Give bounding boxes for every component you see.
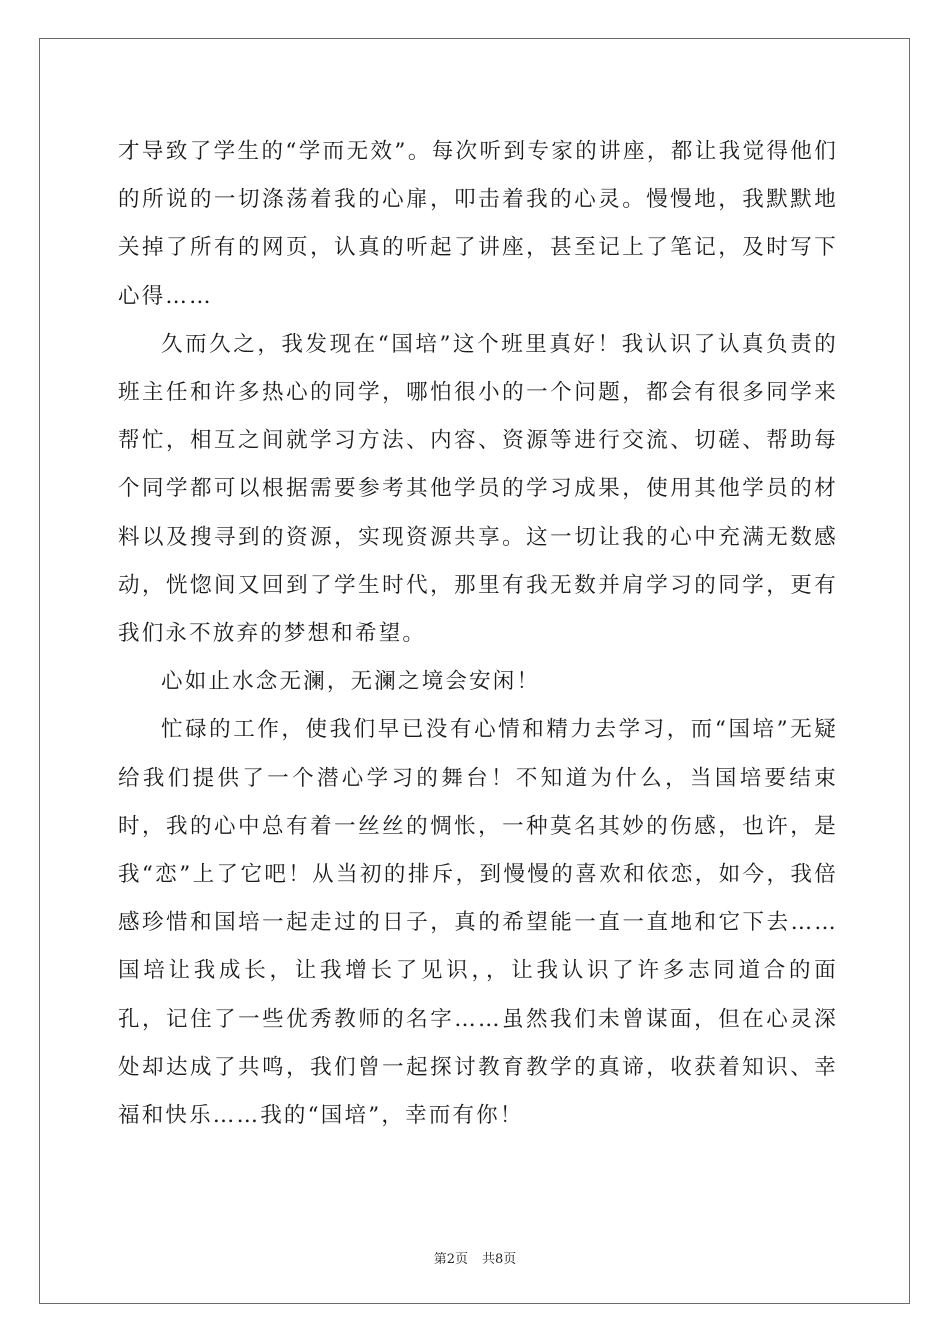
document-body bbox=[118, 128, 838, 1140]
page-footer bbox=[0, 1248, 950, 1267]
paragraph-3: 心如止水念无澜，无澜之境会安闲！ bbox=[161, 669, 541, 695]
page-total: 共8页 bbox=[482, 1252, 517, 1267]
paragraph-4: 忙碌的工作，使我们早已没有心情和精力去学习，而“国培”无疑给我们提供了一个潜心学习的舞台！不知道为什么，当国培要结束时，我的心中总有着一丝丝的惆怅，一种莫名其妙的伤感，也许，是我“恋”上了它吧！从当初的排斥，到慢慢的喜欢和依恋，如今，我倍感珍惜和国培一起走过的日子，真的希望能一直一直地和它下去……国培让我成长，让我增长了见识，，让我认识了许多志同道合的面孔，记住了一些优秀教师的名字……虽然我们未曾谋面，但在心灵深处却达成了共鸣，我们曾一起探讨教育教学的真谛，收获着知识、幸福和快乐……我的“国培”，幸而有你！ bbox=[118, 717, 838, 1129]
page-number: 第2页 bbox=[433, 1252, 468, 1267]
paragraph-1: 才导致了学生的“学而无效”。每次听到专家的讲座，都让我觉得他们的所说的一切涤荡着我的心扉，叩击着我的心灵。慢慢地，我默默地关掉了所有的网页，认真的听起了讲座，甚至记上了笔记，及时写下心得…… bbox=[118, 139, 838, 309]
paragraph-2: 久而久之，我发现在“国培”这个班里真好！我认识了认真负责的班主任和许多热心的同学，哪怕很小的一个问题，都会有很多同学来帮忙，相互之间就学习方法、内容、资源等进行交流、切磋、帮助每个同学都可以根据需要参考其他学员的学习成果，使用其他学员的材料以及搜寻到的资源，实现资源共享。这一切让我的心中充满无数感动，恍惚间又回到了学生时代，那里有我无数并肩学习的同学，更有我们永不放弃的梦想和希望。 bbox=[118, 331, 838, 647]
